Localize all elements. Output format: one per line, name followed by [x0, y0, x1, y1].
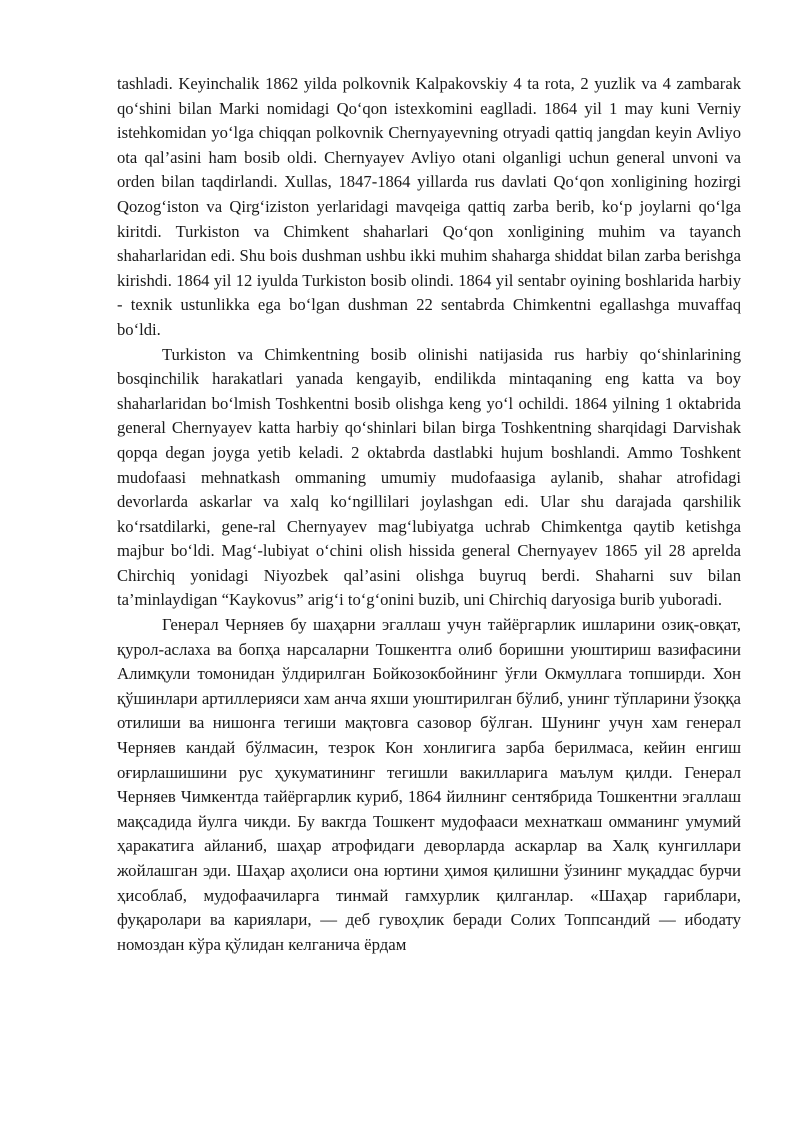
paragraph-1: tashladi. Keyinchalik 1862 yilda polkovnik Kalpakovskiy 4 ta rota, 2 yuzlik va 4 zambarak qo‘shini bilan Marki nomidagi Qo‘qon istexkomini eaglladi. 1864 yil 1 may kuni Verniy istehkomidan yo‘lga chiqqan polkovnik Chernyayevning otryadi qattiq jangdan keyin Avliyo ota qal’asini ham bosib oldi. Chernyayev Avliyo otani olganligi uchun general unvoni va orden bilan taqdirlandi. Xullas, 1847-1864 yillarda rus davlati Qo‘qon xonligining hozirgi Qozog‘iston va Qirg‘iziston yerlaridagi mavqeiga qattiq zarba berib, ko‘p joylarni qo‘lga kiritdi. Turkiston va Chimkent shaharlari Qo‘qon xonligining muhim va tayanch shaharlaridan edi. Shu bois dushman ushbu ikki muhim shaharga shiddat bilan zarba berishga kirishdi. 1864 yil 12 iyulda Turkiston bosib olindi. 1864 yil sentabr oyining boshlarida harbiy - texnik ustunlikka ega bo‘lgan dushman 22 sentabrda Chimkentni egallashga muvaffaq bo‘ldi. [117, 74, 741, 339]
paragraph-3: Генерал Черняев бу шаҳарни эгаллаш учун тайёргарлик ишларини озиқ-овқат, қурол-аслаха ва бопҳа нарсаларни Тошкентга олиб боришни уюштириш вазифасини Алимқули томонидан ўлдирилган Бойкозокбойнинг ўғли Окмуллага топширди. Хон қўшинлари артиллерияси хам анча яхши уюштирилган бўлиб, унинг тўпларини ўзоққа отилиши ва нишонга тегиши мақтовга сазовор бўлган. Шунинг учун хам генерал Черняев кандай бўлмасин, тезрок Кон хонлигига зарба берилмаса, кейин енгиш оғирлашишини рус ҳукуматининг тегишли вакилларига маълум қилди. Генерал Черняев Чимкентда тайёргарлик куриб, 1864 йилнинг сентябрида Тошкентни эгаллаш мақсадида йулга чикди. Бу вакгда Тошкент мудофааси мехнаткаш омманинг умумий ҳаракатига айланиб, шаҳар атрофидаги деворларда аскарлар ва Халқ кунгиллари жойлашган эди. Шаҳар аҳолиси она юртини ҳимоя қилишни ўзининг муқаддас бурчи ҳисоблаб, мудофаачиларга тинмай гамхурлик қилганлар. «Шаҳар гариблари, фуқаролари ва кариялари, — деб гувоҳлик беради Солих Топпсандий — ибодату номоздан кўра қўлидан келганича ёрдам [117, 615, 741, 954]
document-page [117, 72, 741, 957]
paragraph-2: Turkiston va Chimkentning bosib olinishi natijasida rus harbiy qo‘shinlarining bosqinchilik harakatlari yanada kengayib, endilikda mintaqaning eng katta va boy shaharlaridan bo‘lmish Toshkentni bosib olishga keng yo‘l ochildi. 1864 yilning 1 oktabrida general Chernyayev katta harbiy qo‘shinlari bilan birga Toshkentning sharqidagi Darvishak qopqa degan joyga yetib keladi. 2 oktabrda dastlabki hujum boshlandi. Ammo Toshkent mudofaasi mehnatkash ommaning umumiy mudofaasiga aylanib, shahar atrofidagi devorlarda askarlar va xalq ko‘ngillilari joylashgan edi. Ular shu darajada qarshilik ko‘rsatdilarki, gene-ral Chernyayev mag‘lubiyatga uchrab Chimkentga qaytib ketishga majbur bo‘ldi. Mag‘-lubiyat o‘chini olish hissida general Chernyayev 1865 yil 28 aprelda Chirchiq yonidagi Niyozbek qal’asini olishga buyruq berdi. Shaharni suv bilan ta’minlaydigan “Kaykovus” arig‘i to‘g‘onini buzib, uni Chirchiq daryosiga burib yuboradi. [117, 344, 741, 610]
